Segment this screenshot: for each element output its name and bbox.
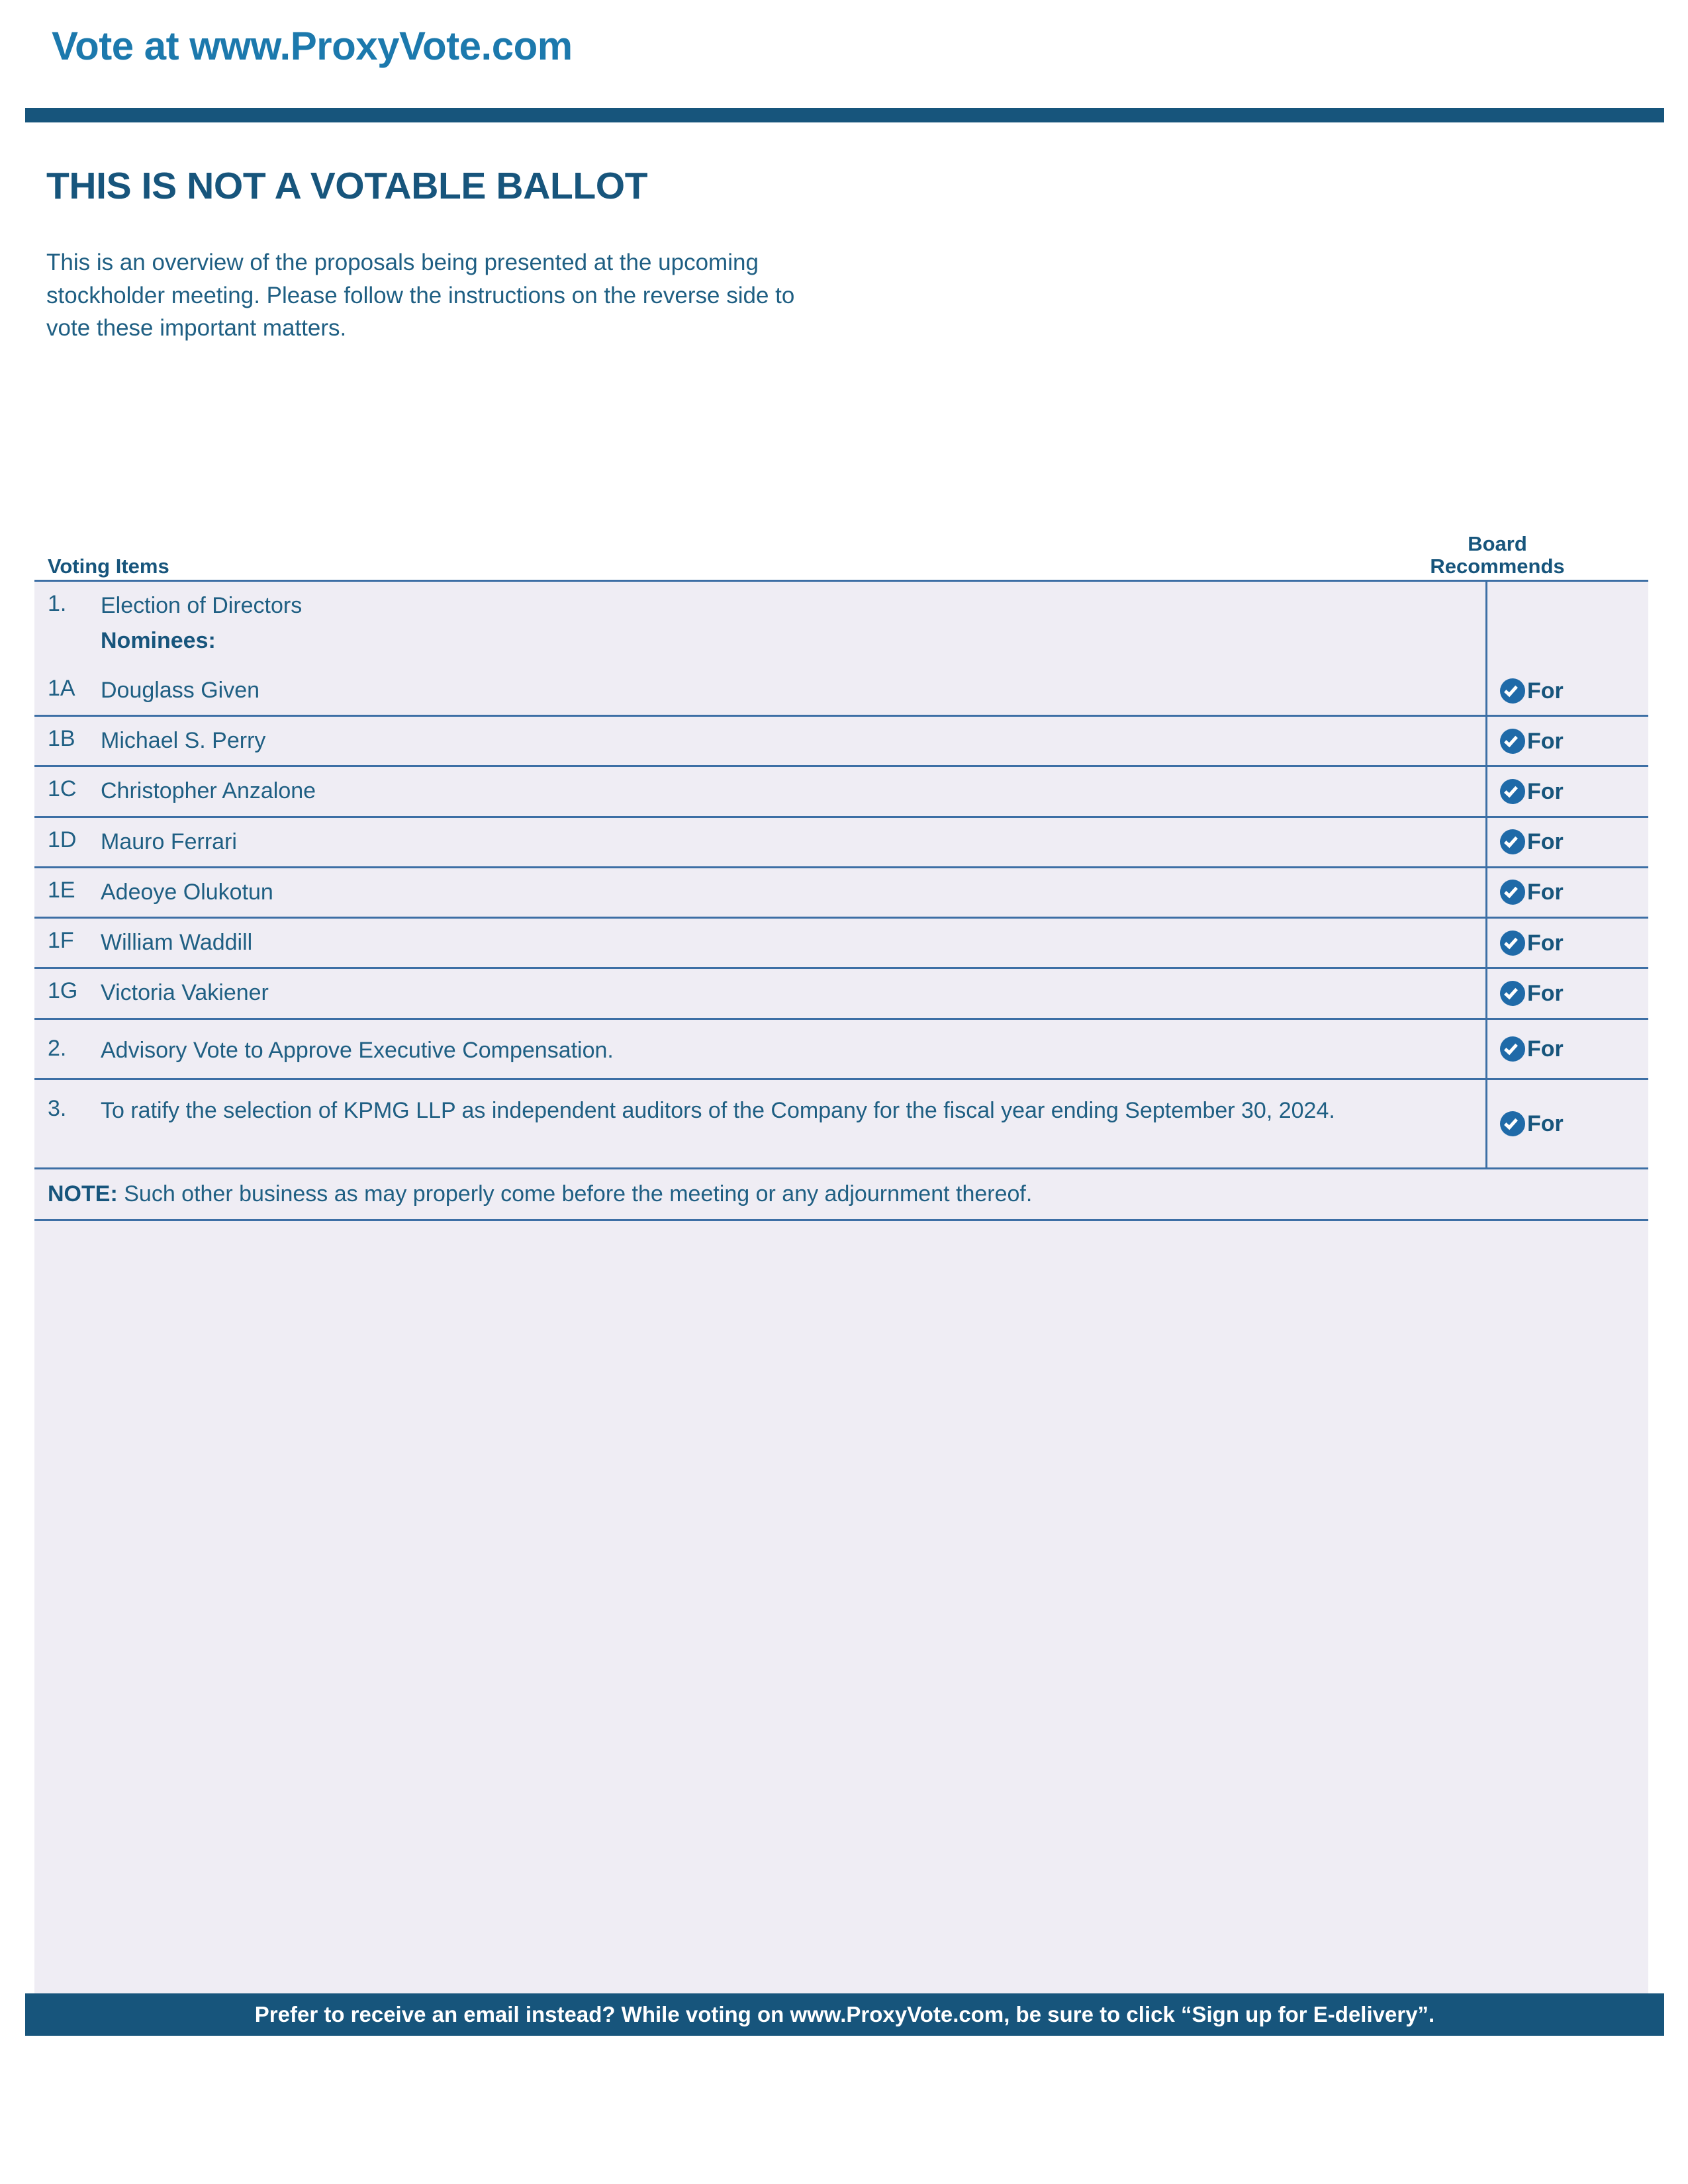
table-row (34, 1078, 1648, 1167)
item1-title: Election of Directors (101, 593, 303, 618)
recommendation-mark (1500, 729, 1564, 754)
check-circle-icon (1500, 779, 1525, 804)
check-circle-icon (1500, 829, 1525, 854)
recommendation-mark (1500, 1036, 1564, 1062)
table-row (34, 866, 1648, 917)
recommendation-cell (1485, 818, 1648, 866)
nominee-number: 1B (48, 726, 75, 752)
recommendation-mark (1500, 678, 1564, 704)
nominee-number: 1F (48, 928, 74, 954)
footer-bar (25, 1993, 1664, 2036)
nominee-number: 1D (48, 827, 77, 852)
check-circle-icon (1500, 931, 1525, 956)
nominee-name: Adeoye Olukotun (101, 879, 273, 905)
recommendation-cell (1485, 868, 1648, 917)
page-title: THIS IS NOT A VOTABLE BALLOT (46, 165, 648, 207)
nominee-name: Christopher Anzalone (101, 778, 316, 804)
recommendation-cell (1485, 717, 1648, 765)
item-label (101, 582, 1485, 666)
table-row (34, 816, 1648, 866)
recommendation-cell (1485, 582, 1648, 666)
item-number: 1. (48, 591, 67, 616)
nominee-name: Victoria Vakiener (101, 980, 269, 1006)
nominee-number: 1E (48, 877, 75, 903)
item-label: Advisory Vote to Approve Executive Compensation. (101, 1037, 614, 1063)
blank-continuation-area (34, 1221, 1648, 2009)
recommendation-label: For (1527, 829, 1564, 855)
recommendation-mark (1500, 880, 1564, 905)
nominee-name: William Waddill (101, 930, 253, 956)
recommendation-mark (1500, 779, 1564, 804)
brand-header (52, 25, 1640, 67)
table-row (34, 666, 1648, 715)
recommendation-cell (1485, 1080, 1648, 1167)
table-row (34, 715, 1648, 765)
item-number: 3. (48, 1095, 67, 1121)
nominee-number: 1A (48, 676, 75, 701)
recommendation-cell (1485, 919, 1648, 967)
note-text: Such other business as may properly come before the meeting or any adjournment thereof. (117, 1181, 1033, 1206)
table-body (34, 580, 1648, 1167)
item-label: To ratify the selection of KPMG LLP as independent auditors of the Company for the fiscal year ending September 30, 2024. (101, 1097, 1335, 1123)
note-prefix: NOTE: (48, 1181, 118, 1206)
recommendation-label: For (1527, 880, 1564, 905)
table-row (34, 765, 1648, 815)
nominee-name: Michael S. Perry (101, 728, 266, 754)
check-circle-icon (1500, 1111, 1525, 1136)
recommendation-label: For (1527, 779, 1564, 805)
nominees-label: Nominees: (101, 628, 216, 654)
check-circle-icon (1500, 729, 1525, 754)
table-column-headers (34, 523, 1648, 580)
recommendation-cell (1485, 969, 1648, 1017)
recommendation-label: For (1527, 1111, 1564, 1136)
voting-items-table (34, 523, 1648, 2009)
recommendation-mark (1500, 829, 1564, 854)
recommendation-mark (1500, 981, 1564, 1006)
recommendation-label: For (1527, 678, 1564, 704)
recommendation-mark (1500, 1111, 1564, 1136)
board-recommends-line2: Recommends (1430, 555, 1565, 578)
recommendation-label: For (1527, 728, 1564, 754)
check-circle-icon (1500, 981, 1525, 1006)
nominee-number: 1C (48, 776, 77, 802)
check-circle-icon (1500, 678, 1525, 704)
table-row (34, 1018, 1648, 1078)
column-header-board-recommends (1358, 533, 1636, 578)
recommendation-cell (1485, 666, 1648, 715)
header-divider-bar (25, 108, 1664, 122)
check-circle-icon (1500, 1036, 1525, 1062)
column-header-voting-items: Voting Items (48, 555, 169, 578)
intro-paragraph: This is an overview of the proposals being presented at the upcoming stockholder meeting. Please follow the instructions on the reverse side to vote these important matters. (46, 250, 795, 341)
table-row (34, 967, 1648, 1017)
recommendation-cell (1485, 1020, 1648, 1078)
recommendation-cell (1485, 767, 1648, 815)
recommendation-label: For (1527, 980, 1564, 1006)
table-row (34, 582, 1648, 666)
nominee-number: 1G (48, 978, 78, 1004)
footer-text: Prefer to receive an email instead? While voting on www.ProxyVote.com, be sure to click “Sign up for E-delivery”. (254, 2002, 1435, 2026)
nominee-name: Mauro Ferrari (101, 829, 237, 854)
nominee-name: Douglass Given (101, 678, 260, 703)
board-recommends-line1: Board (1468, 531, 1527, 555)
check-circle-icon (1500, 880, 1525, 905)
note-row (34, 1167, 1648, 1221)
table-row (34, 917, 1648, 967)
recommendation-label: For (1527, 930, 1564, 956)
item-number: 2. (48, 1035, 67, 1061)
recommendation-mark (1500, 931, 1564, 956)
recommendation-label: For (1527, 1036, 1564, 1062)
brand-title: Vote at www.ProxyVote.com (52, 24, 573, 68)
